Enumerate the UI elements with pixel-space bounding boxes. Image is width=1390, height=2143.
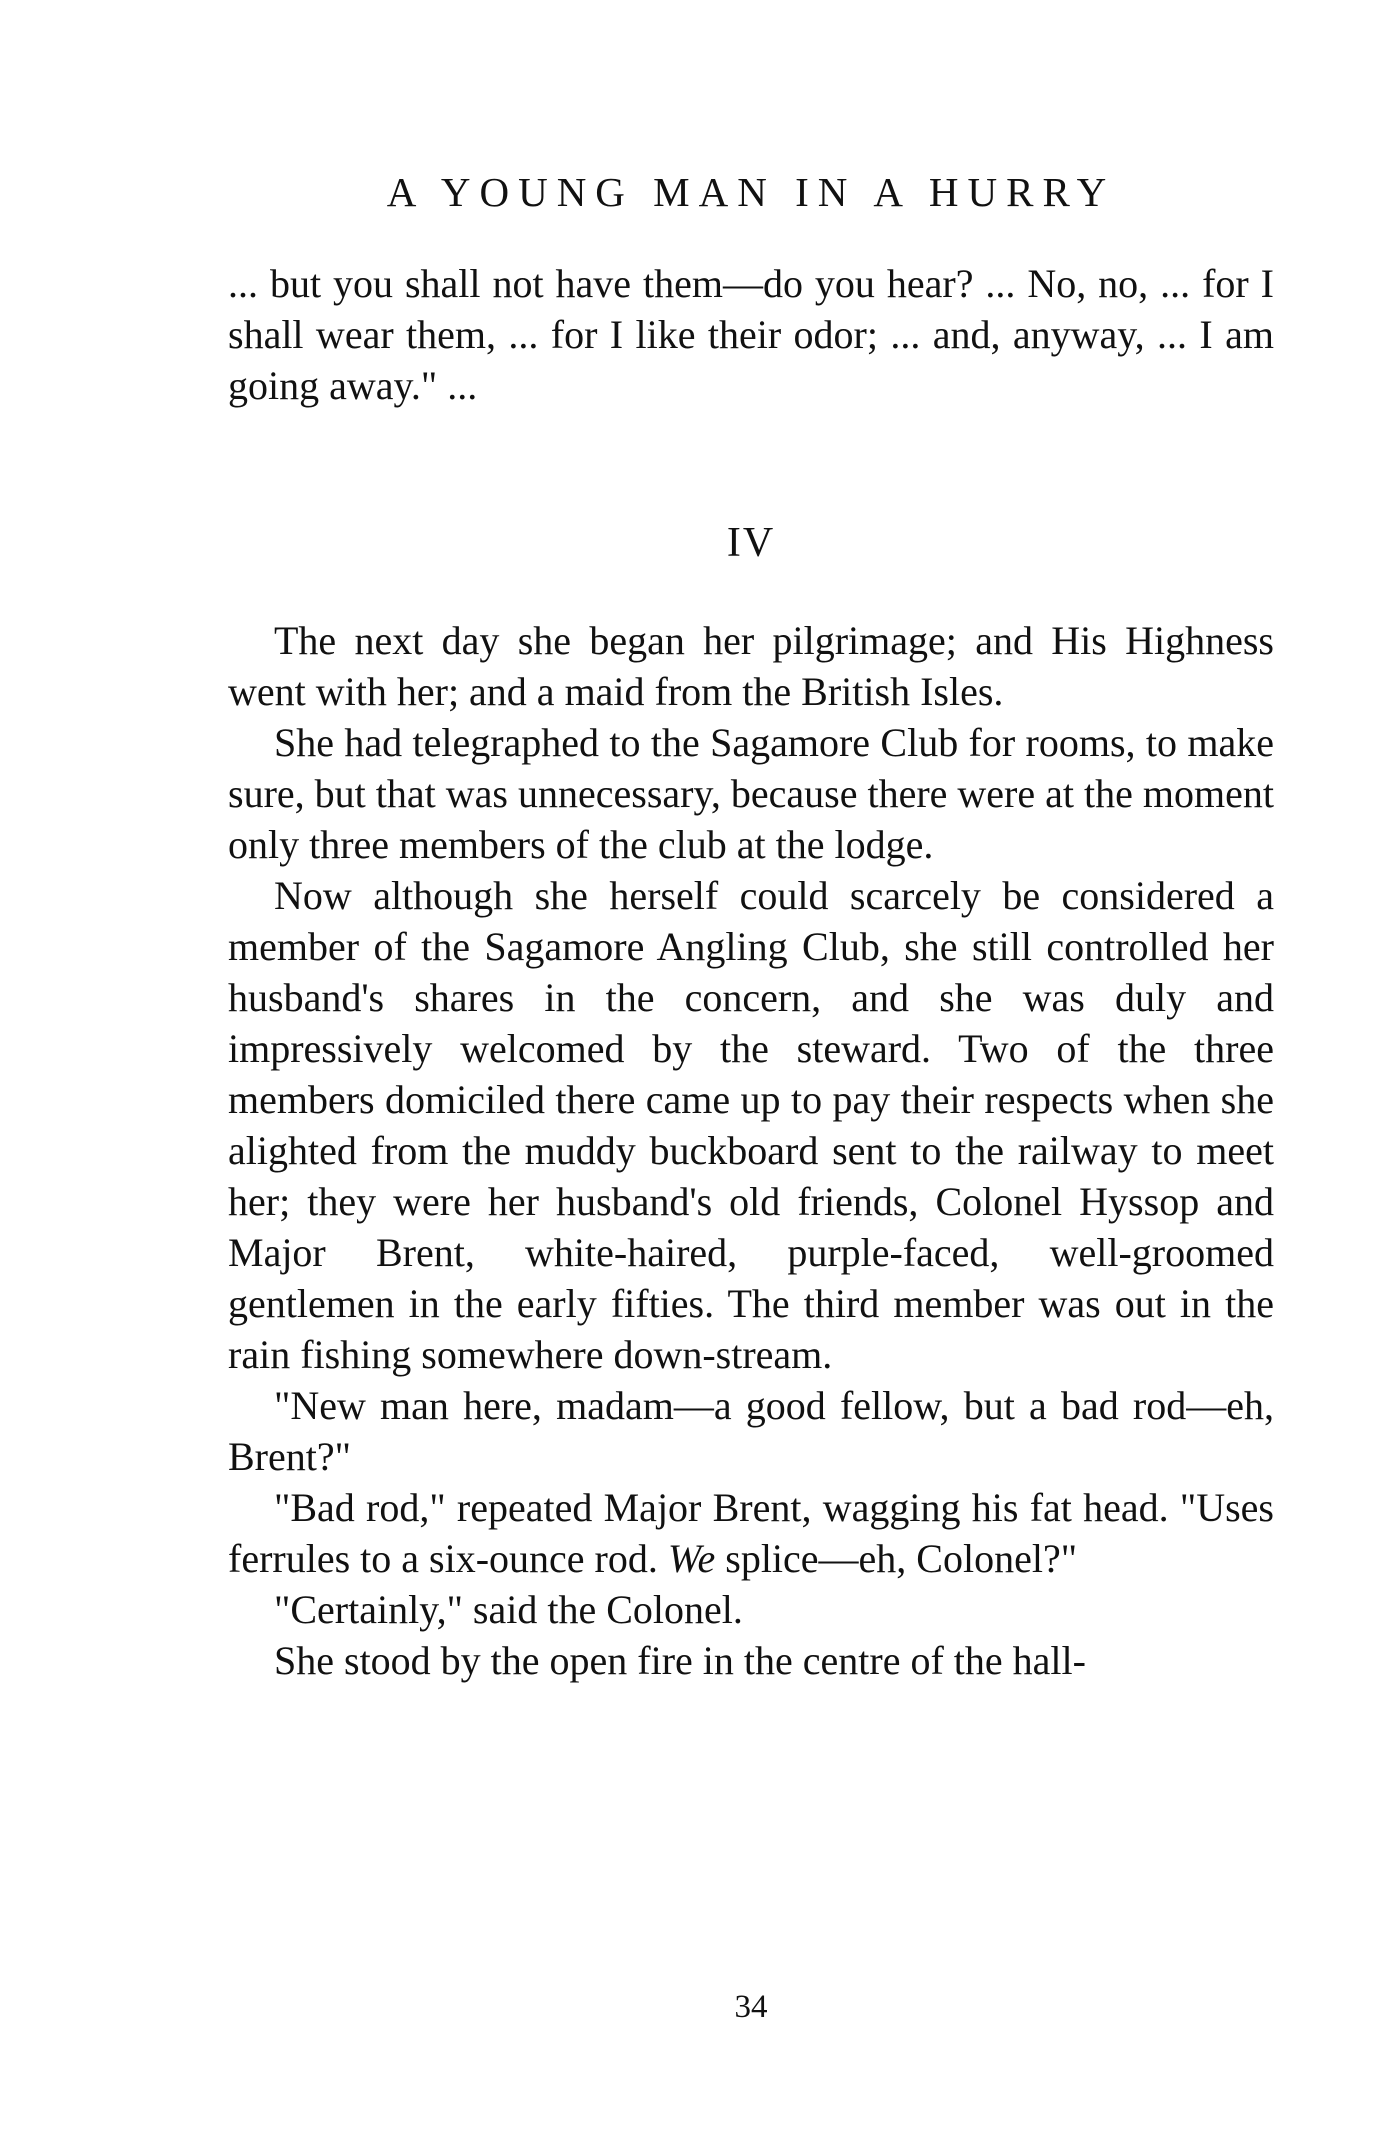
chapter-body — [228, 615, 1274, 1686]
chapter-heading: IV — [726, 520, 776, 566]
running-head: A YOUNG MAN IN A HURRY — [386, 169, 1116, 215]
paragraph-certainly: "Certainly," said the Colonel. — [274, 1587, 743, 1632]
paragraph-telegraph: She had telegraphed to the Sagamore Club for rooms, to make sure, but that was unnecessary, because there were at the moment only three members of the club at the lodge. — [228, 720, 1274, 867]
paragraph-arrival: Now although she herself could scarcely be considered a member of the Sagamore Angling Club, she still controlled her husband's shares in the concern, and she was duly and impressively welcomed by the steward. Two of the three members domiciled there came up to pay their respects when she alighted from the muddy buckboard sent to the railway to meet her; they were her husband's old friends, Colonel Hyssop and Major Brent, white-haired, purple-faced, well-groomed gentlemen in the early fifties. The third member was out in the rain fishing somewhere down-stream. — [228, 873, 1274, 1377]
paragraph-bad-rod — [228, 1482, 1274, 1584]
opening-paragraph: ... but you shall not have them—do you hear? ... No, no, ... for I shall wear them, ... for I like their odor; ... and, anyway, ... I am going away." ... — [228, 261, 1274, 408]
paragraph-new-man: "New man here, madam—a good fellow, but a bad rod—eh, Brent?" — [228, 1383, 1274, 1479]
page-number: 34 — [734, 1989, 768, 2025]
paragraph-pilgrimage: The next day she began her pilgrimage; and His Highness went with her; and a maid from the British Isles. — [228, 618, 1274, 714]
opening-text-block — [228, 258, 1274, 411]
bad-rod-text-end: splice—eh, Colonel?" — [715, 1536, 1078, 1581]
emphasis-we: We — [667, 1536, 716, 1581]
bad-rod-text-start: "Bad rod," repeated Major Brent, wagging his fat head. "Uses ferrules to a six-ounce rod. — [228, 1485, 1274, 1581]
paragraph-open-fire: She stood by the open fire in the centre of the hall- — [274, 1638, 1086, 1683]
